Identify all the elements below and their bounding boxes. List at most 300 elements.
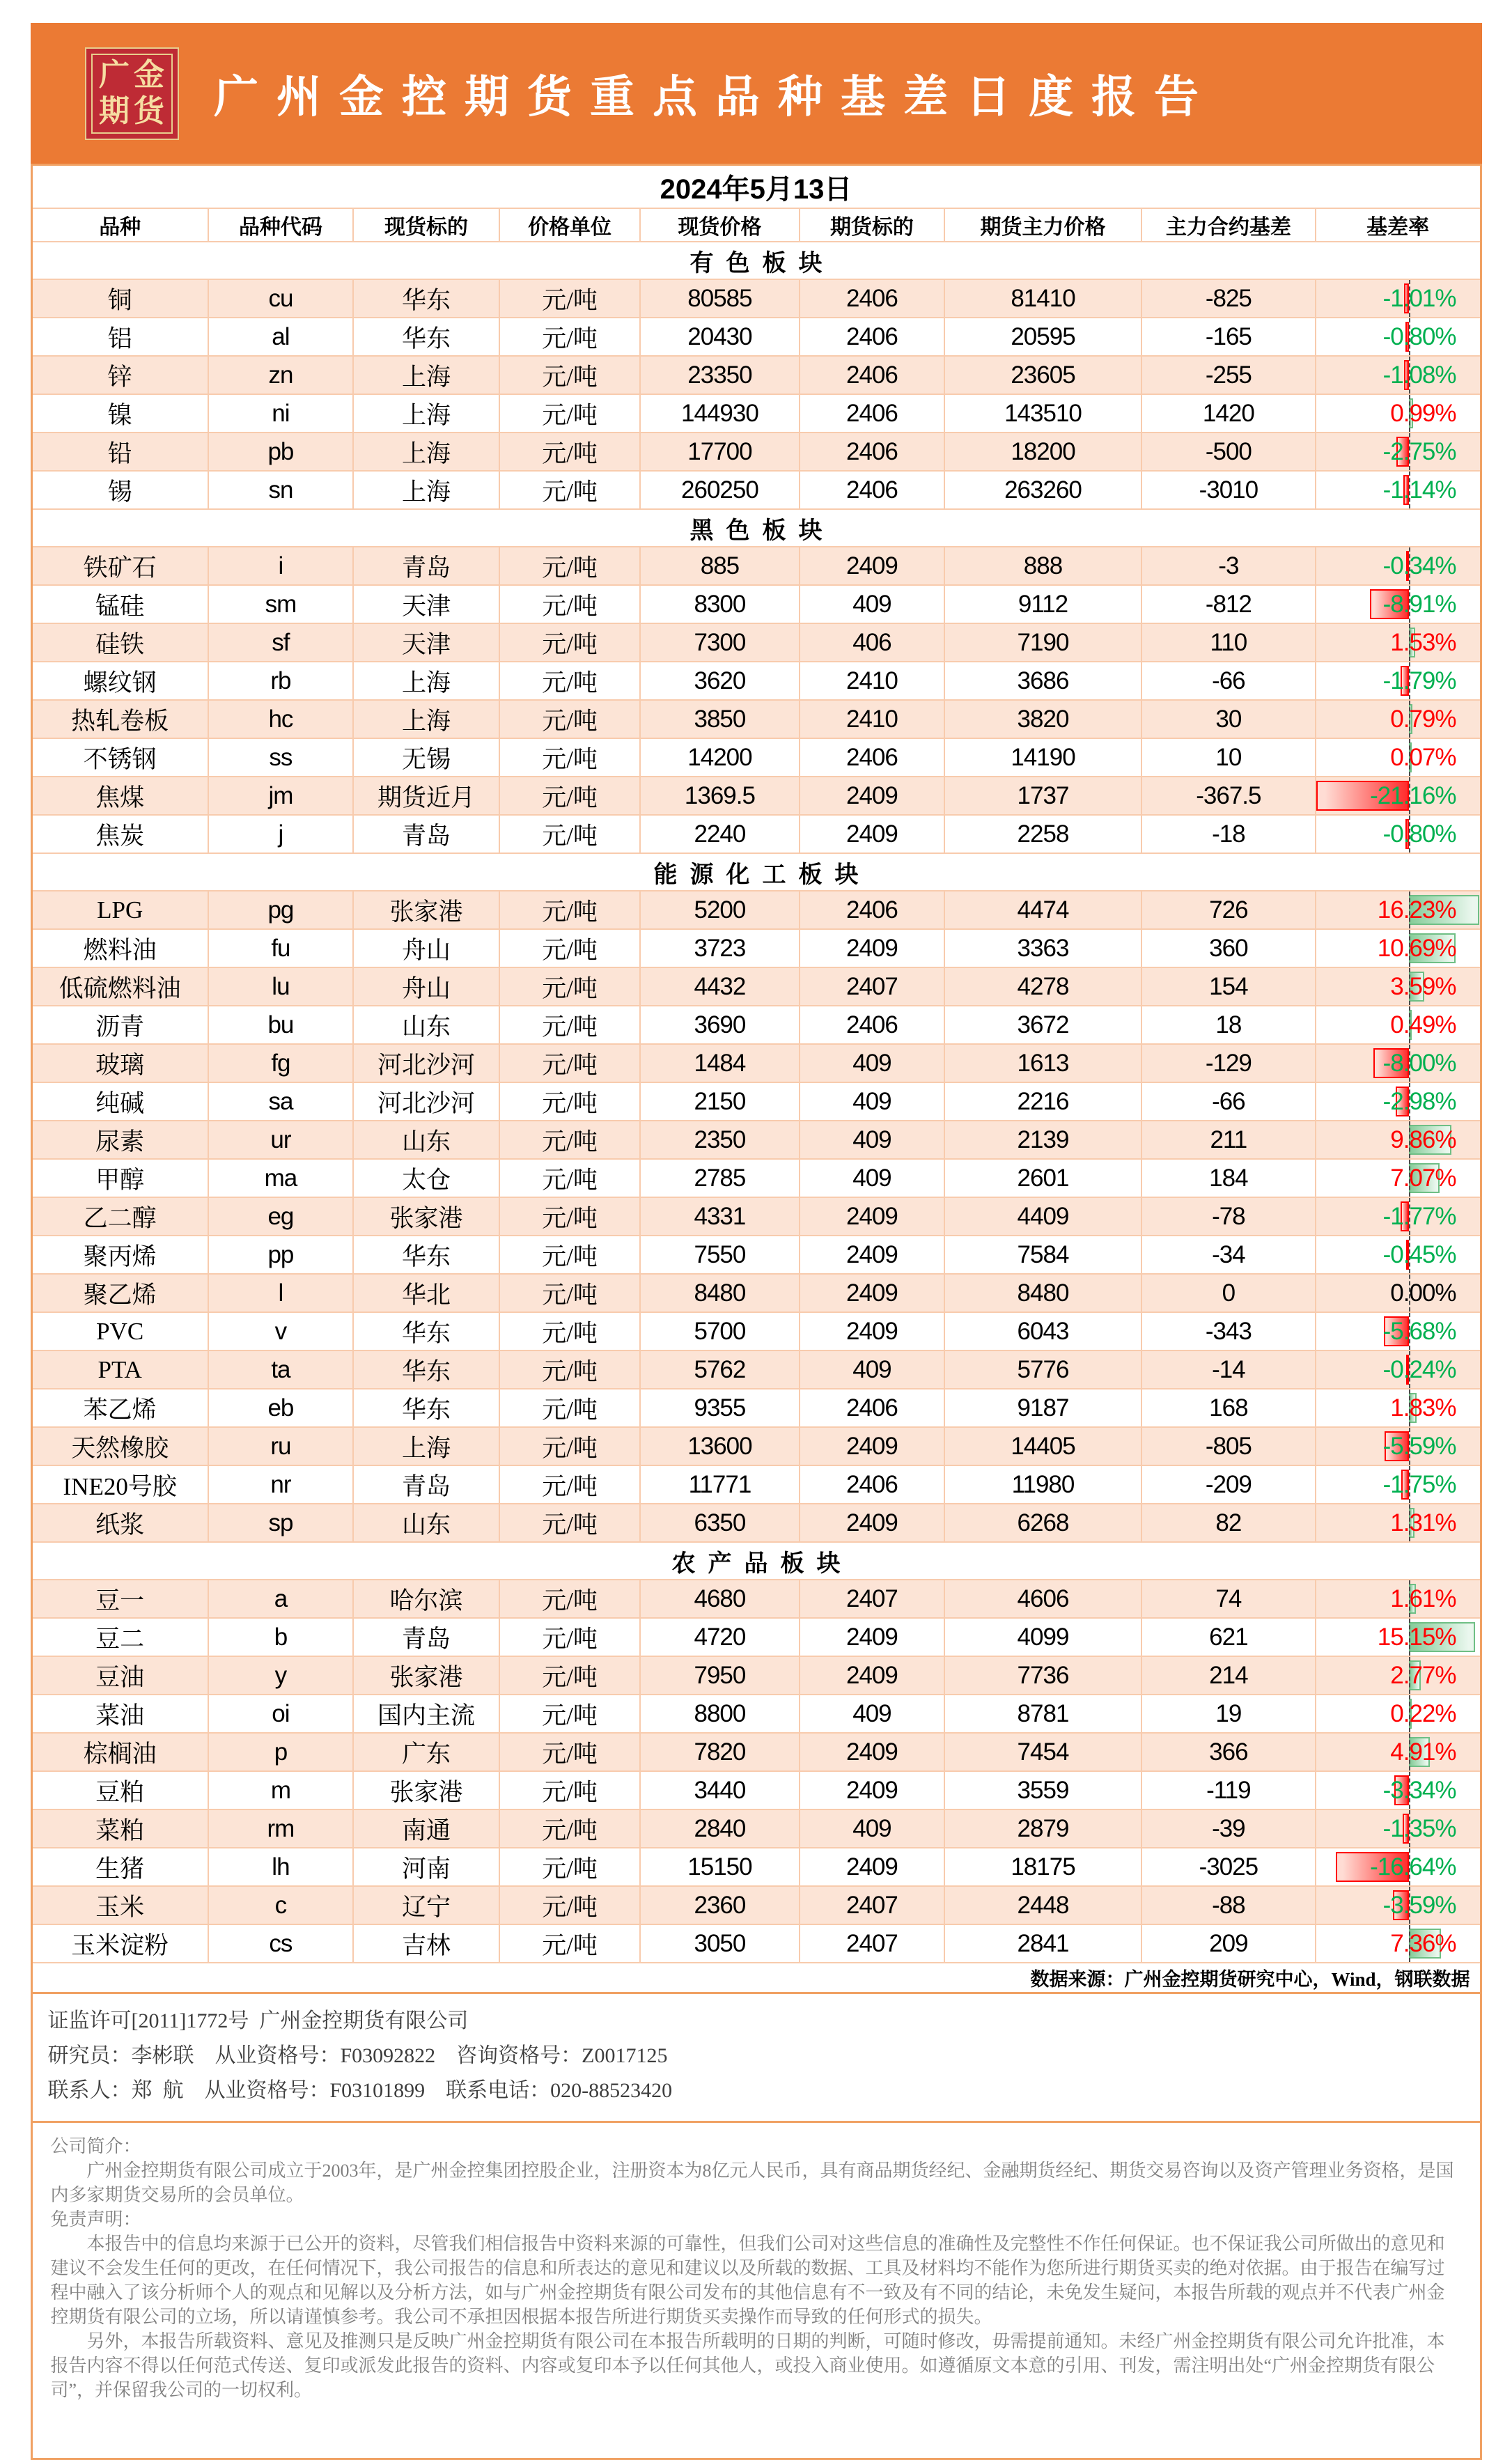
futures-contract-cell: 2409 (800, 1197, 944, 1236)
futures-contract-cell: 409 (800, 1159, 944, 1197)
basis-cell: -14 (1141, 1350, 1316, 1389)
price-unit-cell: 元/吨 (499, 471, 640, 509)
code-cell: cs (208, 1924, 353, 1963)
spot-target-cell: 上海 (353, 433, 499, 471)
price-unit-cell: 元/吨 (499, 967, 640, 1006)
basis-rate-cell (1316, 1427, 1481, 1465)
product-cell: 焦炭 (31, 815, 208, 853)
column-header: 主力合约基差 (1141, 208, 1316, 242)
spot-price-cell: 4720 (640, 1618, 800, 1656)
table-row (31, 623, 1481, 662)
basis-cell: -18 (1141, 815, 1316, 853)
company-profile-label: 公司简介： (50, 2136, 141, 2156)
basis-rate-value: 0.79% (1390, 705, 1456, 733)
product-cell: 热轧卷板 (31, 700, 208, 738)
futures-price-cell: 2879 (944, 1809, 1141, 1848)
futures-price-cell: 2841 (944, 1924, 1141, 1963)
futures-contract-cell: 409 (800, 1809, 944, 1848)
basis-rate-cell (1316, 1006, 1481, 1044)
futures-price-cell: 7736 (944, 1656, 1141, 1695)
futures-contract-cell: 2410 (800, 662, 944, 700)
futures-contract-cell: 2406 (800, 356, 944, 394)
product-cell: 铁矿石 (31, 547, 208, 585)
price-unit-cell: 元/吨 (499, 1656, 640, 1695)
product-cell: 焦煤 (31, 777, 208, 815)
table-row (31, 279, 1481, 318)
table-row (31, 1465, 1481, 1504)
basis-rate-cell (1316, 891, 1481, 929)
price-unit-cell: 元/吨 (499, 891, 640, 929)
spot-target-cell: 上海 (353, 662, 499, 700)
futures-price-cell: 8781 (944, 1695, 1141, 1733)
basis-rate-value: -16.64% (1370, 1853, 1456, 1881)
section-row (31, 242, 1481, 279)
spot-target-cell: 无锡 (353, 738, 499, 777)
futures-price-cell: 4474 (944, 891, 1141, 929)
date-row (31, 165, 1481, 209)
disclaimer-paragraph-1: 本报告中的信息均来源于已公开的资料，尽管我们相信报告中资料来源的可靠性，但我们公司对这些信息的准确性及完整性不作任何保证。也不保证我公司所做出的意见和建议不会发生任何的更改，在任何情况下，我公司报告的信息和所表达的意见和建议以及所载的数据、工具及材料均不能作为您所进行期货买卖的绝对依据。由于报告在编写过程中融入了该分析师个人的观点和见解以及分析方法，如与广州金控期货有限公司发布的其他信息有不一致及有不同的结论，未免发生疑问，本报告所载的观点并不代表广州金控期货有限公司的立场，所以请谨慎参考。我公司不承担因根据本报告所进行期货买卖操作而导致的任何形式的损失。 (50, 2234, 1445, 2327)
price-unit-cell: 元/吨 (499, 1427, 640, 1465)
basis-cell: 1420 (1141, 394, 1316, 433)
section-title: 农产品板块 (31, 1542, 1481, 1580)
basis-rate-value: -1.08% (1382, 361, 1456, 389)
futures-contract-cell: 409 (800, 1121, 944, 1159)
basis-cell: 0 (1141, 1274, 1316, 1312)
table-row (31, 700, 1481, 738)
basis-cell: -3010 (1141, 471, 1316, 509)
basis-rate-cell (1316, 815, 1481, 853)
futures-price-cell: 3559 (944, 1771, 1141, 1809)
product-cell: 锌 (31, 356, 208, 394)
futures-price-cell: 5776 (944, 1350, 1141, 1389)
basis-cell: 726 (1141, 891, 1316, 929)
basis-rate-value: -1.35% (1382, 1814, 1456, 1842)
price-unit-cell: 元/吨 (499, 1618, 640, 1656)
basis-cell: 214 (1141, 1656, 1316, 1695)
product-cell: 纸浆 (31, 1504, 208, 1542)
price-unit-cell: 元/吨 (499, 1809, 640, 1848)
data-source: 数据来源：广州金控期货研究中心，Wind，钢联数据 (31, 1963, 1481, 1993)
futures-contract-cell: 2409 (800, 1656, 944, 1695)
price-unit-cell: 元/吨 (499, 1082, 640, 1121)
code-cell: sm (208, 585, 353, 623)
table-row (31, 662, 1481, 700)
section-row (31, 509, 1481, 547)
contact-line: 联系人：郑 航 从业资格号：F03101899 联系电话：020-88523420 (47, 2079, 673, 2102)
price-unit-cell: 元/吨 (499, 1580, 640, 1618)
futures-contract-cell: 2409 (800, 1312, 944, 1350)
basis-cell: -34 (1141, 1236, 1316, 1274)
basis-rate-value: 7.36% (1390, 1929, 1456, 1957)
spot-target-cell: 辽宁 (353, 1886, 499, 1924)
spot-target-cell: 山东 (353, 1504, 499, 1542)
basis-rate-cell (1316, 1236, 1481, 1274)
price-unit-cell: 元/吨 (499, 1350, 640, 1389)
code-cell: ma (208, 1159, 353, 1197)
spot-price-cell: 3050 (640, 1924, 800, 1963)
code-cell: pg (208, 891, 353, 929)
price-unit-cell: 元/吨 (499, 1771, 640, 1809)
spot-target-cell: 广东 (353, 1733, 499, 1771)
basis-rate-cell (1316, 394, 1481, 433)
code-cell: al (208, 318, 353, 356)
futures-contract-cell: 409 (800, 1695, 944, 1733)
futures-price-cell: 4278 (944, 967, 1141, 1006)
table-row (31, 891, 1481, 929)
disclaimer-box (33, 2123, 1480, 2458)
column-header: 现货标的 (353, 208, 499, 242)
futures-price-cell: 4099 (944, 1618, 1141, 1656)
futures-price-cell: 8480 (944, 1274, 1141, 1312)
basis-rate-cell (1316, 1656, 1481, 1695)
code-cell: c (208, 1886, 353, 1924)
futures-contract-cell: 2410 (800, 700, 944, 738)
basis-rate-value: 1.61% (1390, 1585, 1456, 1612)
spot-price-cell: 2150 (640, 1082, 800, 1121)
futures-price-cell: 11980 (944, 1465, 1141, 1504)
basis-rate-cell (1316, 777, 1481, 815)
spot-target-cell: 期货近月 (353, 777, 499, 815)
spot-price-cell: 2785 (640, 1159, 800, 1197)
basis-rate-cell (1316, 1197, 1481, 1236)
table-row (31, 1848, 1481, 1886)
spot-target-cell: 上海 (353, 471, 499, 509)
futures-price-cell: 4606 (944, 1580, 1141, 1618)
basis-rate-cell (1316, 1044, 1481, 1082)
basis-rate-value: -8.00% (1382, 1049, 1456, 1077)
column-header: 现货价格 (640, 208, 800, 242)
basis-cell: 110 (1141, 623, 1316, 662)
futures-price-cell: 7584 (944, 1236, 1141, 1274)
product-cell: 铝 (31, 318, 208, 356)
product-cell: 纯碱 (31, 1082, 208, 1121)
basis-rate-cell (1316, 623, 1481, 662)
basis-rate-value: -1.77% (1382, 1202, 1456, 1230)
basis-rate-cell (1316, 1274, 1481, 1312)
table-row (31, 318, 1481, 356)
report-page (31, 0, 1482, 2460)
basis-rate-cell (1316, 1771, 1481, 1809)
product-cell: 豆一 (31, 1580, 208, 1618)
price-unit-cell: 元/吨 (499, 662, 640, 700)
spot-price-cell: 5762 (640, 1350, 800, 1389)
product-cell: 生猪 (31, 1848, 208, 1886)
basis-rate-cell (1316, 1082, 1481, 1121)
basis-cell: -812 (1141, 585, 1316, 623)
spot-price-cell: 80585 (640, 279, 800, 318)
product-cell: 甲醇 (31, 1159, 208, 1197)
code-cell: oi (208, 1695, 353, 1733)
basis-cell: -66 (1141, 662, 1316, 700)
product-cell: 玉米淀粉 (31, 1924, 208, 1963)
basis-cell: 18 (1141, 1006, 1316, 1044)
futures-price-cell: 3363 (944, 929, 1141, 967)
product-cell: PTA (31, 1350, 208, 1389)
disclaimer-label: 免责声明： (50, 2209, 141, 2229)
basis-rate-cell (1316, 547, 1481, 585)
product-cell: 玉米 (31, 1886, 208, 1924)
price-unit-cell: 元/吨 (499, 738, 640, 777)
futures-price-cell: 7454 (944, 1733, 1141, 1771)
table-row (31, 585, 1481, 623)
table-row (31, 777, 1481, 815)
basis-cell: -255 (1141, 356, 1316, 394)
futures-contract-cell: 2407 (800, 1886, 944, 1924)
basis-rate-value: 2.77% (1390, 1661, 1456, 1689)
futures-price-cell: 2216 (944, 1082, 1141, 1121)
futures-price-cell: 1613 (944, 1044, 1141, 1082)
price-unit-cell: 元/吨 (499, 1504, 640, 1542)
product-cell: LPG (31, 891, 208, 929)
code-cell: p (208, 1733, 353, 1771)
code-cell: a (208, 1580, 353, 1618)
futures-contract-cell: 2406 (800, 1006, 944, 1044)
basis-rate-cell (1316, 1389, 1481, 1427)
code-cell: ni (208, 394, 353, 433)
futures-price-cell: 143510 (944, 394, 1141, 433)
disclaimer-paragraph-2: 另外，本报告所载资料、意见及推测只是反映广州金控期货有限公司在本报告所载明的日期的判断，可随时修改，毋需提前通知。未经广州金控期货有限公司允许批准，本报告内容不得以任何范式传送、复印或派发此报告的资料、内容或复印本予以任何其他人，或投入商业使用。如遵循原文本意的引用、刊发，需注明出处“广州金控期货有限公司”，并保留我公司的一切权利。 (50, 2331, 1445, 2400)
basis-cell: 30 (1141, 700, 1316, 738)
product-cell: 铜 (31, 279, 208, 318)
spot-price-cell: 7950 (640, 1656, 800, 1695)
basis-rate-cell (1316, 662, 1481, 700)
data-source-row (31, 1963, 1481, 1993)
table-row (31, 1274, 1481, 1312)
spot-price-cell: 7550 (640, 1236, 800, 1274)
price-unit-cell: 元/吨 (499, 279, 640, 318)
spot-target-cell: 吉林 (353, 1924, 499, 1963)
basis-rate-cell (1316, 1809, 1481, 1848)
spot-price-cell: 144930 (640, 394, 800, 433)
column-header: 品种 (31, 208, 208, 242)
table-row (31, 1389, 1481, 1427)
table-row (31, 1809, 1481, 1848)
basis-rate-cell (1316, 1350, 1481, 1389)
spot-price-cell: 9355 (640, 1389, 800, 1427)
price-unit-cell: 元/吨 (499, 1236, 640, 1274)
code-cell: rm (208, 1809, 353, 1848)
basis-rate-value: -2.98% (1382, 1087, 1456, 1115)
product-cell: INE20号胶 (31, 1465, 208, 1504)
futures-contract-cell: 2406 (800, 891, 944, 929)
product-cell: 镍 (31, 394, 208, 433)
spot-target-cell: 青岛 (353, 1618, 499, 1656)
futures-price-cell: 888 (944, 547, 1141, 585)
section-title: 有色板块 (31, 242, 1481, 279)
price-unit-cell: 元/吨 (499, 1197, 640, 1236)
futures-contract-cell: 2407 (800, 967, 944, 1006)
table-row (31, 929, 1481, 967)
spot-target-cell: 舟山 (353, 967, 499, 1006)
futures-price-cell: 6268 (944, 1504, 1141, 1542)
futures-price-cell: 1737 (944, 777, 1141, 815)
futures-price-cell: 4409 (944, 1197, 1141, 1236)
futures-price-cell: 18200 (944, 433, 1141, 471)
futures-contract-cell: 406 (800, 623, 944, 662)
code-cell: lh (208, 1848, 353, 1886)
spot-price-cell: 23350 (640, 356, 800, 394)
futures-contract-cell: 409 (800, 585, 944, 623)
spot-price-cell: 8480 (640, 1274, 800, 1312)
basis-rate-cell (1316, 1733, 1481, 1771)
section-title: 能源化工板块 (31, 853, 1481, 891)
product-cell: 燃料油 (31, 929, 208, 967)
basis-rate-cell (1316, 1886, 1481, 1924)
spot-target-cell: 青岛 (353, 1465, 499, 1504)
code-cell: eg (208, 1197, 353, 1236)
footer (31, 1994, 1482, 2460)
futures-contract-cell: 2409 (800, 1848, 944, 1886)
futures-price-cell: 14405 (944, 1427, 1141, 1465)
product-cell: PVC (31, 1312, 208, 1350)
basis-rate-value: -3.34% (1382, 1776, 1456, 1804)
spot-target-cell: 河南 (353, 1848, 499, 1886)
product-cell: 聚丙烯 (31, 1236, 208, 1274)
table-row (31, 1350, 1481, 1389)
futures-price-cell: 263260 (944, 471, 1141, 509)
logo-line1: 广金 (99, 58, 169, 92)
price-unit-cell: 元/吨 (499, 1121, 640, 1159)
table-row (31, 1886, 1481, 1924)
code-cell: ta (208, 1350, 353, 1389)
spot-target-cell: 华东 (353, 1350, 499, 1389)
column-header: 基差率 (1316, 208, 1481, 242)
code-cell: hc (208, 700, 353, 738)
spot-target-cell: 上海 (353, 700, 499, 738)
basis-rate-cell (1316, 585, 1481, 623)
spot-price-cell: 260250 (640, 471, 800, 509)
basis-cell: -805 (1141, 1427, 1316, 1465)
spot-price-cell: 3620 (640, 662, 800, 700)
contact-box (33, 1994, 1480, 2123)
code-cell: sp (208, 1504, 353, 1542)
table-row (31, 547, 1481, 585)
basis-rate-cell (1316, 1618, 1481, 1656)
product-cell: 棕榈油 (31, 1733, 208, 1771)
basis-rate-cell (1316, 1848, 1481, 1886)
futures-contract-cell: 2406 (800, 1465, 944, 1504)
column-header: 期货主力价格 (944, 208, 1141, 242)
table-row (31, 1504, 1481, 1542)
futures-price-cell: 81410 (944, 279, 1141, 318)
spot-price-cell: 6350 (640, 1504, 800, 1542)
price-unit-cell: 元/吨 (499, 815, 640, 853)
basis-rate-value: -1.79% (1382, 667, 1456, 694)
price-unit-cell: 元/吨 (499, 623, 640, 662)
section-row (31, 853, 1481, 891)
code-cell: l (208, 1274, 353, 1312)
basis-rate-value: 0.49% (1390, 1011, 1456, 1038)
basis-cell: 154 (1141, 967, 1316, 1006)
futures-contract-cell: 2409 (800, 1274, 944, 1312)
futures-contract-cell: 409 (800, 1350, 944, 1389)
spot-target-cell: 张家港 (353, 891, 499, 929)
basis-cell: 209 (1141, 1924, 1316, 1963)
basis-rate-value: 1.53% (1390, 628, 1456, 656)
basis-rate-value: -8.91% (1382, 590, 1456, 618)
basis-rate-value: 0.99% (1390, 399, 1456, 427)
spot-target-cell: 华东 (353, 279, 499, 318)
basis-table (31, 164, 1482, 1994)
spot-target-cell: 张家港 (353, 1771, 499, 1809)
product-cell: 菜粕 (31, 1809, 208, 1848)
basis-cell: -343 (1141, 1312, 1316, 1350)
basis-rate-cell (1316, 1159, 1481, 1197)
table-row (31, 1656, 1481, 1695)
basis-cell: -66 (1141, 1082, 1316, 1121)
basis-rate-value: 0.07% (1390, 743, 1456, 771)
code-cell: b (208, 1618, 353, 1656)
table-row (31, 967, 1481, 1006)
basis-rate-cell (1316, 1465, 1481, 1504)
price-unit-cell: 元/吨 (499, 433, 640, 471)
product-cell: 豆油 (31, 1656, 208, 1695)
spot-target-cell: 天津 (353, 585, 499, 623)
futures-contract-cell: 2409 (800, 1236, 944, 1274)
spot-target-cell: 青岛 (353, 815, 499, 853)
basis-rate-value: 7.07% (1390, 1164, 1456, 1192)
basis-rate-cell (1316, 929, 1481, 967)
basis-rate-value: 0.22% (1390, 1699, 1456, 1727)
company-logo-icon (85, 47, 179, 140)
spot-target-cell: 青岛 (353, 547, 499, 585)
basis-cell: 19 (1141, 1695, 1316, 1733)
product-cell: 锡 (31, 471, 208, 509)
product-cell: 乙二醇 (31, 1197, 208, 1236)
basis-rate-value: -0.80% (1382, 820, 1456, 848)
basis-rate-cell (1316, 1580, 1481, 1618)
futures-contract-cell: 2406 (800, 433, 944, 471)
code-cell: zn (208, 356, 353, 394)
table-row (31, 738, 1481, 777)
spot-target-cell: 太仓 (353, 1159, 499, 1197)
product-cell: 聚乙烯 (31, 1274, 208, 1312)
code-cell: pp (208, 1236, 353, 1274)
basis-rate-cell (1316, 700, 1481, 738)
price-unit-cell: 元/吨 (499, 1886, 640, 1924)
basis-rate-value: 0.00% (1390, 1279, 1456, 1307)
table-row (31, 471, 1481, 509)
futures-contract-cell: 2409 (800, 1771, 944, 1809)
product-cell: 硅铁 (31, 623, 208, 662)
table-row (31, 1197, 1481, 1236)
spot-target-cell: 国内主流 (353, 1695, 499, 1733)
code-cell: j (208, 815, 353, 853)
product-cell: 不锈钢 (31, 738, 208, 777)
futures-contract-cell: 2406 (800, 394, 944, 433)
product-cell: 苯乙烯 (31, 1389, 208, 1427)
spot-target-cell: 华东 (353, 318, 499, 356)
basis-rate-value: -5.68% (1382, 1317, 1456, 1345)
basis-rate-value: -1.14% (1382, 476, 1456, 504)
spot-price-cell: 13600 (640, 1427, 800, 1465)
futures-contract-cell: 2406 (800, 738, 944, 777)
futures-price-cell: 18175 (944, 1848, 1141, 1886)
basis-rate-cell (1316, 1121, 1481, 1159)
researcher-line: 研究员：李彬联 从业资格号：F03092822 咨询资格号：Z0017125 (47, 2044, 668, 2067)
section-title: 黑色板块 (31, 509, 1481, 547)
price-unit-cell: 元/吨 (499, 1924, 640, 1963)
table-row (31, 1082, 1481, 1121)
spot-price-cell: 17700 (640, 433, 800, 471)
table-row (31, 1618, 1481, 1656)
table-row (31, 433, 1481, 471)
product-cell: 豆粕 (31, 1771, 208, 1809)
spot-price-cell: 1369.5 (640, 777, 800, 815)
spot-target-cell: 上海 (353, 394, 499, 433)
futures-contract-cell: 2406 (800, 471, 944, 509)
basis-cell: -367.5 (1141, 777, 1316, 815)
